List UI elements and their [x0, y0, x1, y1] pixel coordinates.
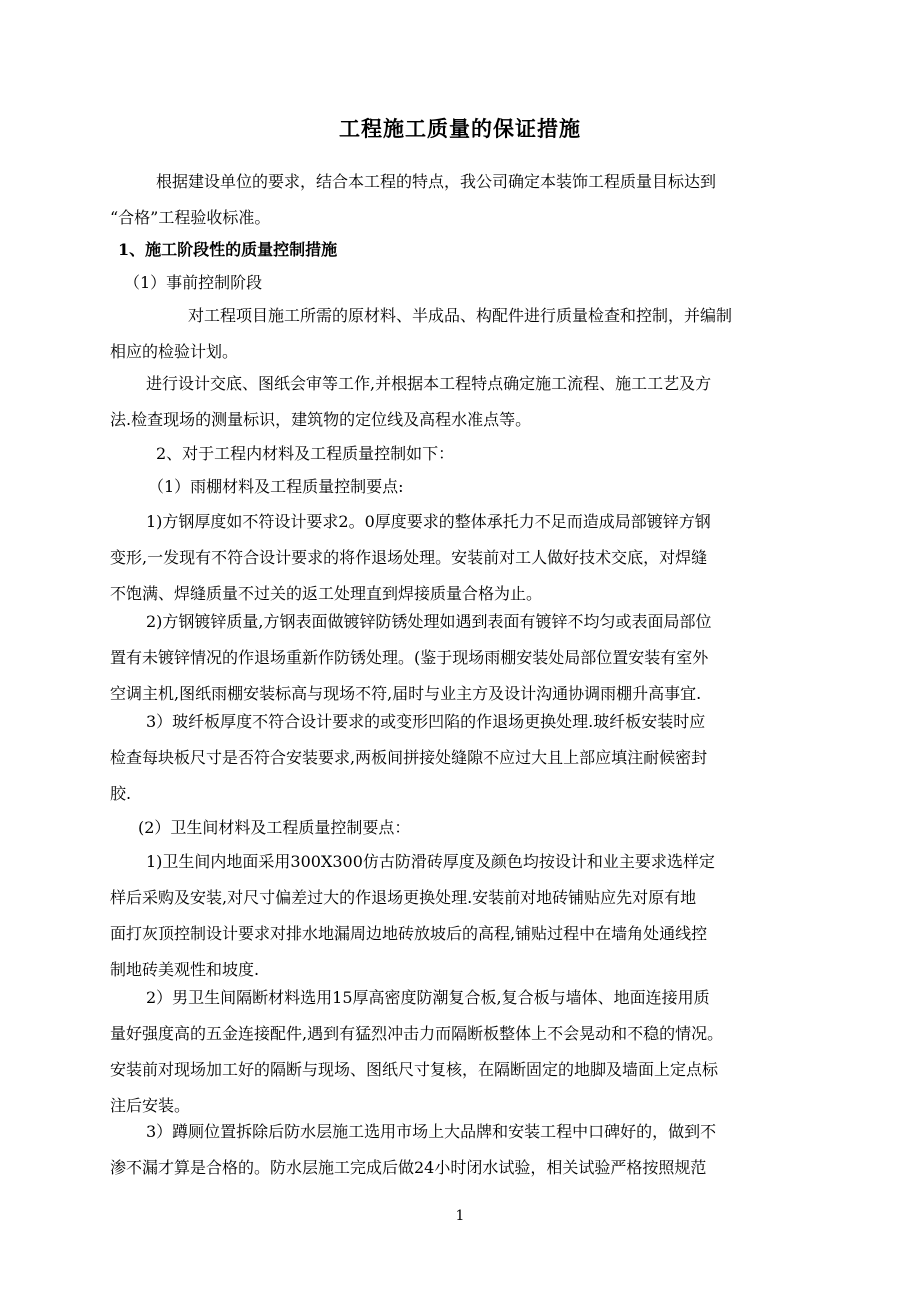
canopy-heading-block — [110, 469, 814, 505]
text-line: 法.检查现场的测量标识，建筑物的定位线及高程水准点等。 — [110, 410, 532, 429]
text-line: 渗不漏才算是合格的。防水层施工完成后做24小时闭水试验，相关试验严格按照规范 — [110, 1158, 707, 1177]
text-line: 3）蹲厕位置拆除后防水层施工选用市场上大品牌和安装工程中口碑好的，做到不 — [146, 1122, 717, 1141]
section-2-heading: 2、对于工程内材料及工程质量控制如下： — [156, 444, 455, 463]
design-paragraph — [110, 366, 814, 438]
toilet-item-3 — [110, 1114, 814, 1186]
text-line: 面打灰顶控制设计要求对排水地漏周边地砖放坡后的高程,铺贴过程中在墙角处通线控 — [110, 924, 708, 943]
toilet-item-1 — [110, 844, 814, 988]
page-number: 1 — [455, 1208, 465, 1224]
text-line: 1)卫生间内地面采用300X300仿古防滑砖厚度及颜色均按设计和业主要求选样定 — [146, 852, 715, 871]
subsection-1-heading: （1）事前控制阶段 — [124, 273, 263, 292]
section-heading — [110, 436, 814, 472]
text-line: 2）男卫生间隔断材料选用15厚高密度防潮复合板,复合板与墙体、地面连接用质 — [146, 988, 710, 1007]
toilet-heading: (2）卫生间材料及工程质量控制要点： — [138, 818, 411, 837]
text-line: 3）玻纤板厚度不符合设计要求的或变形凹陷的作退场更换处理.玻纤板安装时应 — [146, 712, 706, 731]
canopy-item-2 — [110, 604, 814, 712]
text-line: 注后安装。 — [110, 1096, 191, 1115]
toilet-heading-block — [110, 810, 814, 846]
text-line: 相应的检验计划。 — [110, 342, 239, 361]
section-heading — [110, 232, 814, 268]
text-line: 空调主机,图纸雨棚安装标高与现场不符,届时与业主方及设计沟通协调雨棚升高事宜. — [110, 684, 702, 703]
canopy-item-3 — [110, 704, 814, 812]
text-line: 变形,一发现有不符合设计要求的将作退场处理。安装前对工人做好技术交底，对焊缝 — [110, 548, 708, 567]
text-line: 1)方钢厚度如不符设计要求2。0厚度要求的整体承托力不足而造成局部镀锌方钢 — [146, 512, 711, 531]
text-line: 制地砖美观性和坡度. — [110, 960, 260, 979]
toilet-item-2 — [110, 980, 814, 1124]
text-line: 进行设计交底、图纸会审等工作,并根据本工程特点确定施工流程、施工工艺及方 — [146, 374, 712, 393]
text-line: 置有未镀锌情况的作退场重新作防锈处理。(鉴于现场雨棚安装处局部位置安装有室外 — [110, 648, 709, 667]
canopy-item-1 — [110, 504, 814, 612]
intro-paragraph — [110, 164, 814, 236]
section-1-heading: 1、施工阶段性的质量控制措施 — [118, 240, 338, 259]
text-line: 安装前对现场加工好的隔断与现场、图纸尺寸复核，在隔断固定的地脚及墙面上定点标 — [110, 1060, 719, 1079]
text-line: 根据建设单位的要求，结合本工程的特点，我公司确定本装饰工程质量目标达到 — [156, 172, 717, 191]
page-title: 工程施工质量的保证措施 — [339, 116, 581, 141]
text-line: 2)方钢镀锌质量,方钢表面做镀锌防锈处理如遇到表面有镀锌不均匀或表面局部位 — [146, 612, 712, 631]
prep-paragraph — [110, 298, 814, 370]
canopy-heading: （1）雨棚材料及工程质量控制要点: — [148, 477, 404, 496]
text-line: 不饱满、焊缝质量不过关的返工处理直到焊接质量合格为止。 — [110, 584, 543, 603]
text-line: 胶. — [110, 784, 132, 803]
text-line: 样后采购及安装,对尺寸偏差过大的作退场更换处理.安装前对地砖铺贴应先对原有地 — [110, 888, 697, 907]
text-line: 量好强度高的五金连接配件,遇到有猛烈冲击力而隔断板整体上不会晃动和不稳的情况。 — [110, 1024, 724, 1043]
subsection-heading — [110, 265, 814, 301]
text-line: 对工程项目施工所需的原材料、半成品、构配件进行质量检查和控制，并编制 — [188, 306, 733, 325]
text-line: “合格”工程验收标准。 — [110, 208, 271, 227]
text-line: 检查每块板尺寸是否符合安装要求,两板间拼接处缝隙不应过大且上部应填注耐候密封 — [110, 748, 708, 767]
